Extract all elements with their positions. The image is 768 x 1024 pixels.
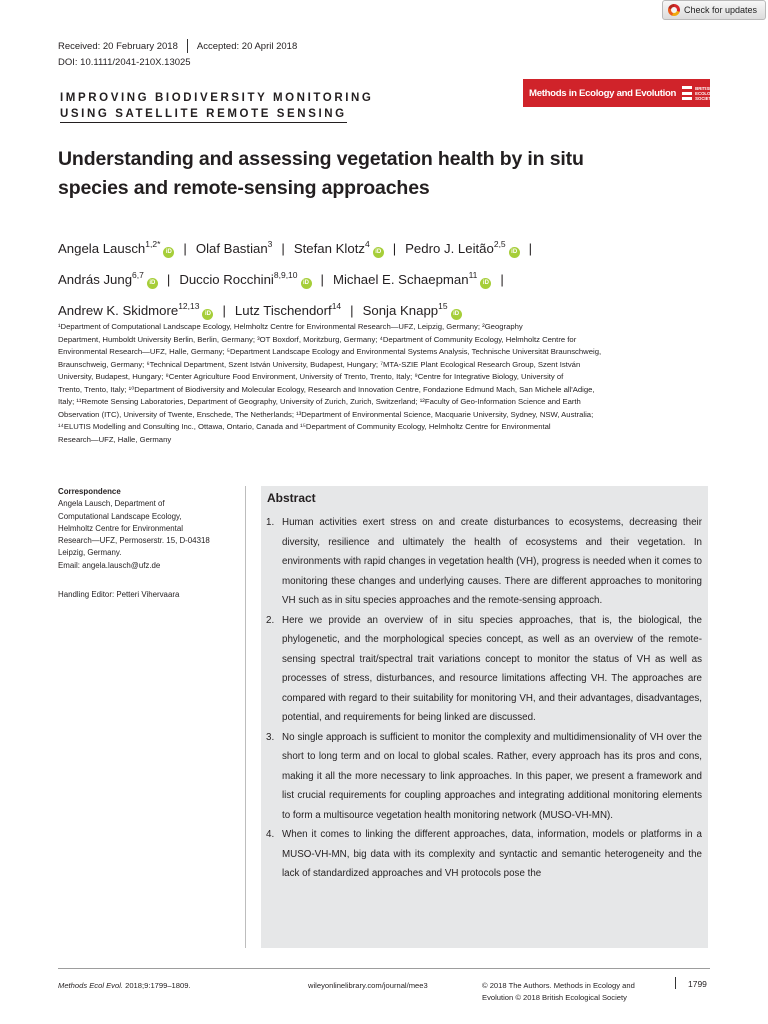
abstract-heading: Abstract: [267, 491, 316, 505]
orcid-icon[interactable]: iD: [147, 278, 158, 289]
society-logo: [682, 86, 724, 101]
author-name: Andrew K. Skidmore$^{12,13}$iD: [58, 303, 213, 318]
journal-logo: [523, 79, 724, 107]
abstract-item: 2. Here we provide an overview of in situ species approaches, that is, the biological, the phylogenetic, and the morphological species concept, as well as an overview of the remote-sensing spectral trait/spectral trait variations concept to monitor the status of VH as well as processes of stress, disturbances, and resource limitations affecting VH. The approaches are compared with regard to their suitability for monitoring VH, and their advantages, disadvantages, potential, and requirements for being linked are discussed.: [266, 614, 702, 723]
orcid-icon[interactable]: iD: [509, 247, 520, 258]
author-name: Sonja Knapp$^{15}$iD: [363, 303, 462, 318]
author-separator: |: [350, 303, 354, 319]
article-title: [58, 145, 698, 203]
correspondence-email[interactable]: Email: angela.lausch@ufz.de: [58, 560, 161, 570]
abstract-list: [266, 513, 702, 884]
affiliation-line: Environmental Research—UFZ, Halle, Germany; ⁵Department Landscape Ecology and Environmental Systems Analysis, Technische Universität Braunschweig,: [58, 347, 602, 356]
orcid-icon[interactable]: iD: [202, 309, 213, 320]
author-separator: |: [281, 241, 285, 257]
section-label-line-1: IMPROVING BIODIVERSITY MONITORING: [60, 92, 374, 104]
correspondence-line: Leipzig, Germany.: [58, 548, 122, 558]
crossmark-icon: [668, 4, 680, 16]
journal-name: Methods in Ecology and Evolution: [529, 87, 677, 99]
author-list: [58, 232, 718, 325]
check-for-updates-button[interactable]: [662, 0, 766, 20]
orcid-icon[interactable]: iD: [480, 278, 491, 289]
accepted-date: Accepted: 20 April 2018: [196, 40, 298, 52]
section-label-line-2: USING SATELLITE REMOTE SENSING: [60, 106, 347, 123]
page-number: 1799: [688, 979, 707, 989]
affiliation-line: Braunschweig, Germany; ⁶Technical Department, Szent István University, Budapest, Hungary; ⁷MTA-SZIE Plant Ecological Research Group, Szent István: [58, 359, 581, 369]
author-name: Pedro J. Leitão$^{2,5}$iD: [405, 241, 520, 256]
correspondence-line: Computational Landscape Ecology,: [58, 511, 182, 521]
society-e-mark-icon: [682, 86, 692, 100]
author-name: András Jung$^{6,7}$iD: [58, 272, 158, 287]
author-separator: |: [392, 241, 397, 257]
author-separator: |: [528, 241, 533, 257]
abstract-item: 1. Human activities exert stress on and create disturbances to ecosystems, decreasing their diversity, resilience and ultimately the health of ecosystems and their vegetation. In environments with rapid changes in vegetation health (VH), progress is needed when it comes to monitoring these changes and underlying causes. There are different approaches to monitoring VH such as in situ species approaches and the remote-sensing approach.: [266, 517, 702, 606]
affiliation-line: Italy; ¹¹Remote Sensing Laboratories, Department of Geography, University of Zurich, Zurich, Switzerland; ¹²Faculty of Geo-Information Science and Earth: [58, 397, 581, 406]
author-separator: |: [500, 272, 504, 288]
author-name: Olaf Bastian$^3$: [195, 239, 273, 257]
author-name: Lutz Tischendorf$^{14}$: [234, 300, 342, 319]
affiliation-line: Observation (ITC), University of Twente, Enschede, The Netherlands; ¹³Department of Environmental Science, Macquarie University, Sydney, NSW, Australia;: [58, 409, 594, 419]
author-separator: |: [166, 272, 171, 288]
orcid-icon[interactable]: iD: [373, 247, 384, 258]
abstract-divider: [245, 486, 246, 948]
journal-url-link[interactable]: wileyonlinelibrary.com/journal/mee3: [308, 981, 428, 990]
footer-copyright: © 2018 The Authors. Methods in Ecology and Evolution © 2018 British Ecological Society: [482, 981, 635, 1002]
orcid-icon[interactable]: iD: [163, 247, 174, 258]
check-for-updates-label: Check for updates: [684, 5, 758, 15]
affiliation-line: University, Budapest, Hungary; ⁸Center Agriculture Food Environment, University of Trento, Trento, Italy; ⁹Centre for Integrative Biology, University of: [58, 372, 564, 381]
author-name: Duccio Rocchini$^{8,9,10}$iD: [179, 272, 311, 287]
footer-citation: Methods Ecol Evol. 2018;9:1799–1809.: [58, 981, 191, 990]
section-label: [60, 90, 373, 123]
author-separator: |: [183, 241, 187, 257]
handling-editor: Handling Editor: Petteri Vihervaara: [58, 590, 180, 599]
abstract-item: 4. When it comes to linking the different approaches, data, information, models or platforms in a MUSO-VH-MN, big data with its complexity and syntactic and semantic heterogeneity and the lack of standardized approaches and VH protocols pose the: [266, 829, 702, 879]
correspondence-line: Research—UFZ, Permoserstr. 15, D-04318: [58, 536, 210, 546]
affiliation-line: ¹⁴ELUTIS Modelling and Consulting Inc., Ottawa, Ontario, Canada and ¹⁵Department of Community Ecology, Helmholtz Centre for Environmental: [58, 422, 551, 431]
author-separator: |: [320, 272, 324, 288]
correspondence-line: Helmholtz Centre for Environmental: [58, 523, 183, 533]
correspondence-heading: Correspondence: [58, 487, 121, 496]
author-name: Angela Lausch$^{1,2*}$iD: [58, 241, 174, 256]
society-logo-text: BRITISH ECOLOGICAL SOCIETY: [695, 85, 724, 101]
affiliation-line: Trento, Trento, Italy; ¹⁰Department of Biodiversity and Molecular Ecology, Research and Innovation Centre, Fondazione Edmund Mach, San Michele all'Adige,: [58, 384, 595, 394]
author-name: Michael E. Schaepman$^{11}$iD: [333, 272, 491, 287]
received-date: Received: 20 February 2018: [58, 40, 178, 52]
affiliations: [58, 321, 710, 446]
title-line-2: species and remote-sensing approaches: [58, 177, 430, 199]
affiliation-line: Research—UFZ, Halle, Germany: [58, 434, 172, 444]
author-separator: |: [222, 303, 226, 319]
footer-rule: [58, 968, 710, 969]
doi[interactable]: DOI: 10.1111/2041-210X.13025: [58, 57, 191, 68]
correspondence: [58, 486, 243, 572]
abstract-item: 3. No single approach is sufficient to monitor the complexity and multidimensionality of VH over the short to long term and on local to global scales. Rather, every approach has its pros and cons, making it all the more necessary to link approaches. In this paper, we present a framework and list crucial requirements for coupling approaches and integrating additional monitoring elements to form a multisource vegetation health monitoring network (MUSO-VH-MN).: [266, 731, 702, 821]
orcid-icon[interactable]: iD: [451, 309, 462, 320]
date-divider: [187, 39, 188, 53]
article-dates: [58, 39, 297, 53]
page-divider: [675, 977, 676, 989]
author-name: Stefan Klotz$^4$iD: [294, 241, 384, 256]
title-line-1: Understanding and assessing vegetation health by in situ: [58, 148, 584, 170]
orcid-icon[interactable]: iD: [301, 278, 312, 289]
affiliation-line: ¹Department of Computational Landscape Ecology, Helmholtz Centre for Environmental Research—UFZ, Leipzig, Germany; ²Geography: [58, 322, 523, 331]
affiliation-line: Department, Humboldt University Berlin, Berlin, Germany; ³OT Boxdorf, Moritzburg, Germany; ⁴Department of Community Ecology, Helmholtz Centre for: [58, 334, 577, 344]
correspondence-line: Angela Lausch, Department of: [58, 499, 165, 509]
